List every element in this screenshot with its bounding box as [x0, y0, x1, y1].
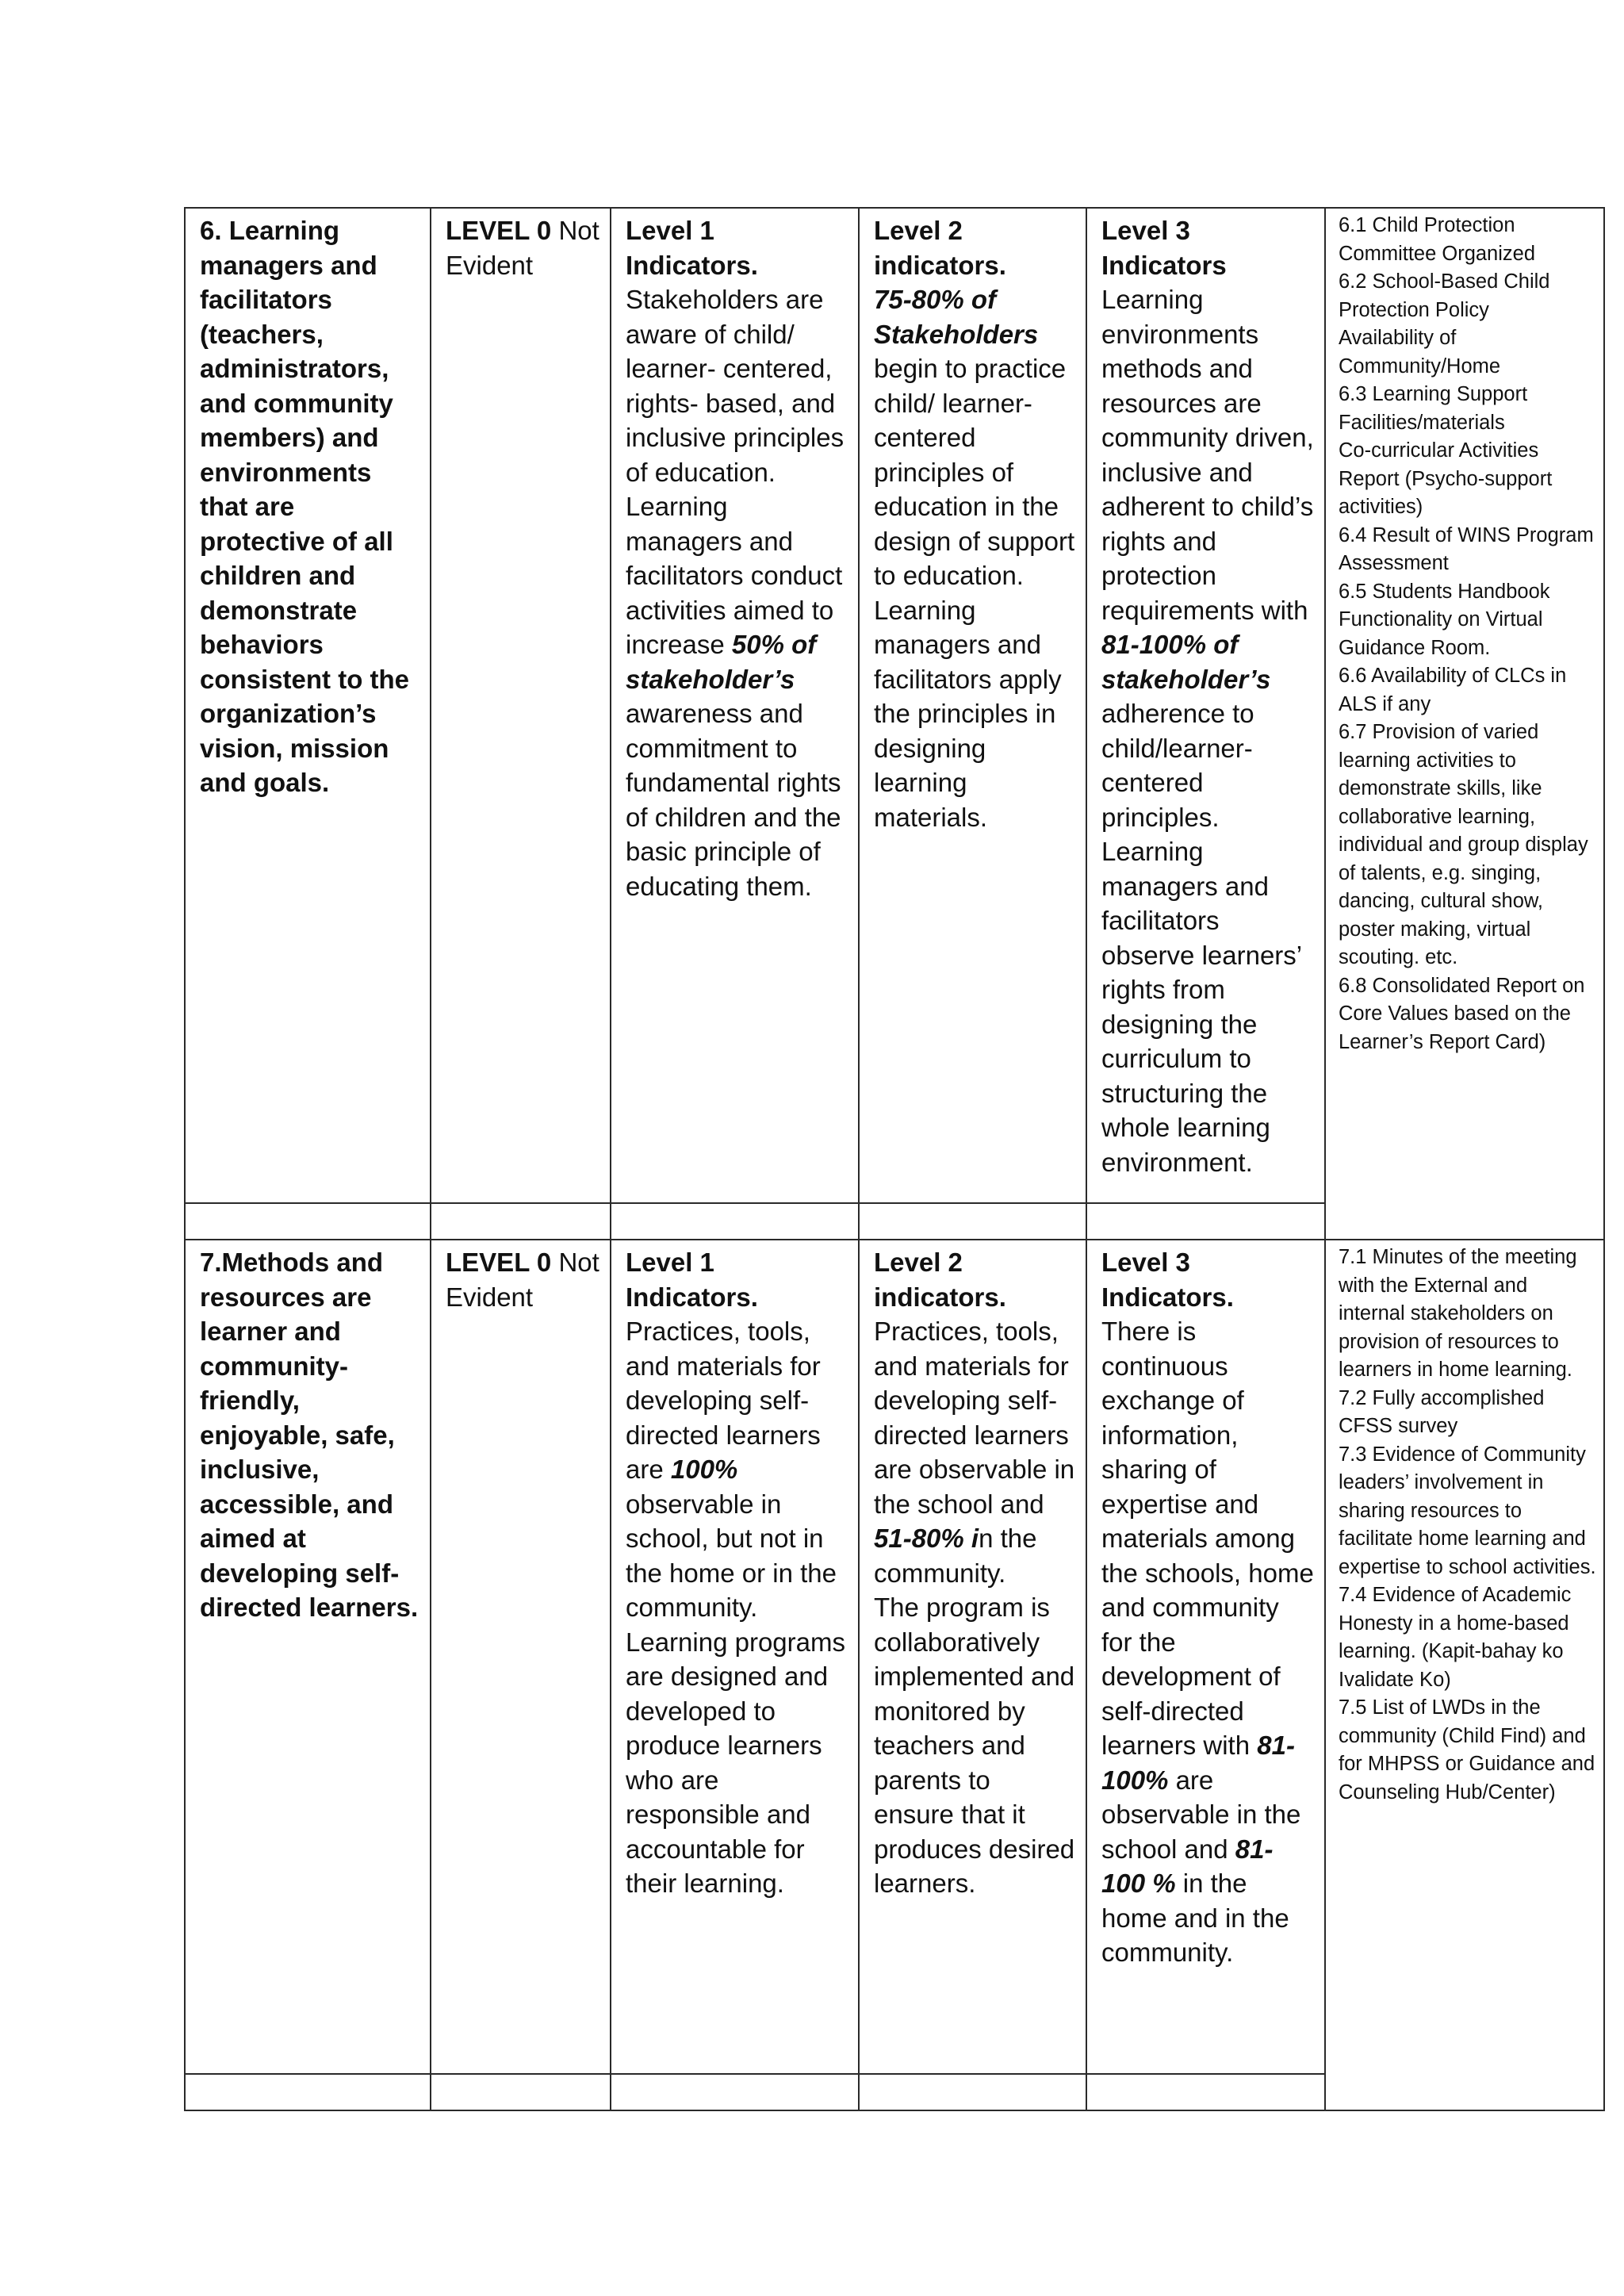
level1-heading: Level 1 Indicators. [626, 216, 758, 280]
evidence-item: 7.3 Evidence of Community leaders’ involvement in sharing resources to facilitate home learning and expertise to school activities. [1339, 1443, 1596, 1578]
level2-text: begin to practice child/ learner-centered principles of education in the design of support to education. [874, 354, 1075, 590]
evidence-item: 6.5 Students Handbook Functionality on Virtual Guidance Room. [1339, 580, 1550, 659]
evidence-list [1326, 209, 1603, 1056]
evidence-cell [1325, 208, 1604, 1240]
empty-cell [185, 1203, 431, 1240]
level0-cell [431, 208, 611, 1203]
evidence-item: 6.2 School-Based Child Protection Policy [1339, 270, 1550, 321]
evidence-item: 6.1 Child Protection Committee Organized [1339, 214, 1536, 265]
evidence-item: 6.3 Learning Support Facilities/materials [1339, 383, 1528, 434]
level1-paragraph: Learning programs are designed and developed to produce learners who are responsible and accountable for their learning. [626, 1627, 845, 1898]
evidence-item: 6.6 Availability of CLCs in ALS if any [1339, 665, 1567, 715]
empty-cell [859, 2074, 1086, 2110]
empty-cell [1086, 2074, 1325, 2110]
criterion-text: 7.Methods and resources are learner and community-friendly, enjoyable, safe, inclusive, accessible, and aimed at developing self-directed learners. [200, 1248, 419, 1622]
level3-percentage: 81-100% [1101, 1731, 1295, 1795]
level2-percentage: 51-80% i [874, 1524, 979, 1553]
level3-paragraph: Learning managers and facilitators observe learners’ rights from designing the curriculum to structuring the whole learning environment. [1101, 837, 1301, 1177]
empty-cell [611, 1203, 859, 1240]
level1-heading: Level 1 Indicators. [626, 1248, 758, 1312]
level2-text: Practices, tools, and materials for developing self-directed learners are observable in the school and [874, 1317, 1075, 1519]
empty-cell [185, 2074, 431, 2110]
level0-text: Not Evident [446, 216, 599, 280]
level1-text: observable in school, but not in the home or in the community. [626, 1489, 837, 1622]
criterion-cell [185, 1240, 431, 2074]
criterion-text: 6. Learning managers and facilitators (teachers, administrators, and community members) and environments that are protective of all children and demonstrate behaviors consistent to the organization’s vision, mission and goals. [200, 216, 410, 797]
level3-text: There is continuous exchange of information, sharing of expertise and materials among the schools, home and community for the development of self-directed learners with [1101, 1317, 1314, 1760]
evidence-item: 7.1 Minutes of the meeting with the External and internal stakeholders on provision of resources to learners in home learning. [1339, 1246, 1577, 1381]
level3-text: adherence to child/learner-centered principles. [1101, 699, 1254, 832]
level1-percentage: 50% of stakeholder’s [626, 630, 817, 694]
level0-text: Not Evident [446, 1248, 599, 1312]
level3-cell [1086, 208, 1325, 1203]
level2-cell [859, 208, 1086, 1203]
level0-cell [431, 1240, 611, 2074]
criterion-cell [185, 208, 431, 1203]
evidence-item: Co-curricular Activities Report (Psycho-support activities) [1339, 439, 1553, 518]
level1-text: Practices, tools, and materials for developing self-directed learners are [626, 1317, 821, 1484]
level2-paragraph: The program is collaboratively implemented and monitored by teachers and parents to ensure that it produces desired learners. [874, 1593, 1075, 1898]
level1-text: awareness and commitment to fundamental rights of children and the basic principle of educating them. [626, 699, 841, 901]
level0-heading: LEVEL 0 [446, 216, 552, 245]
level1-text: Learning managers and facilitators conduct activities aimed to increase [626, 492, 843, 659]
level1-cell [611, 208, 859, 1203]
level3-text: in the home and in the community. [1101, 1869, 1289, 1967]
empty-cell [611, 2074, 859, 2110]
evidence-item: 7.4 Evidence of Academic Honesty in a home-based learning. (Kapit-bahay ko Ivalidate Ko) [1339, 1584, 1572, 1691]
empty-cell [1086, 1203, 1325, 1240]
empty-cell [859, 1203, 1086, 1240]
evidence-item: 7.2 Fully accomplished CFSS survey [1339, 1386, 1545, 1437]
empty-cell [431, 2074, 611, 2110]
level3-text: are observable in the school and [1101, 1765, 1301, 1864]
rubric-table [184, 207, 1605, 2111]
level2-percentage: 75-80% of Stakeholders [874, 285, 1039, 349]
empty-cell [431, 1203, 611, 1240]
level0-heading: LEVEL 0 [446, 1248, 552, 1277]
level2-text: n the community. [874, 1524, 1037, 1588]
evidence-item: 6.7 Provision of varied learning activities to demonstrate skills, like collaborative learning, individual and group display of talents, e.g. singing, dancing, cultural show, poster making, virtual scouting. etc. [1339, 721, 1588, 968]
level3-heading: Level 3 Indicators. [1101, 1248, 1234, 1312]
level1-percentage: 100% [670, 1455, 738, 1484]
level3-percentage: 81-100 % [1101, 1834, 1274, 1898]
level2-paragraph: Learning managers and facilitators apply the principles in designing learning materials. [874, 595, 1062, 832]
level3-percentage: 81-100% of stakeholder’s [1101, 630, 1271, 694]
level2-cell [859, 1240, 1086, 2074]
level3-text: Learning environments methods and resources are community driven, inclusive and adherent to child’s rights and protection requirements with [1101, 285, 1314, 625]
evidence-list [1326, 1240, 1603, 1807]
level2-heading: Level 2 indicators. [874, 1248, 1006, 1312]
evidence-item: 7.5 List of LWDs in the community (Child Find) and for MHPSS or Guidance and Counseling Hub/Center) [1339, 1696, 1595, 1803]
table-row [185, 208, 1604, 1203]
evidence-item: 6.8 Consolidated Report on Core Values based on the Learner’s Report Card) [1339, 974, 1585, 1053]
evidence-cell [1325, 1240, 1604, 2110]
evidence-item: Availability of Community/Home [1339, 327, 1501, 378]
level3-cell [1086, 1240, 1325, 2074]
level1-cell [611, 1240, 859, 2074]
table-row [185, 1240, 1604, 2074]
level3-heading: Level 3 Indicators [1101, 216, 1227, 280]
level1-paragraph: Stakeholders are aware of child/ learner- centered, rights- based, and inclusive principles of education. [626, 285, 845, 487]
level2-heading: Level 2 indicators. [874, 216, 1006, 280]
evidence-item: 6.4 Result of WINS Program Assessment [1339, 523, 1594, 574]
